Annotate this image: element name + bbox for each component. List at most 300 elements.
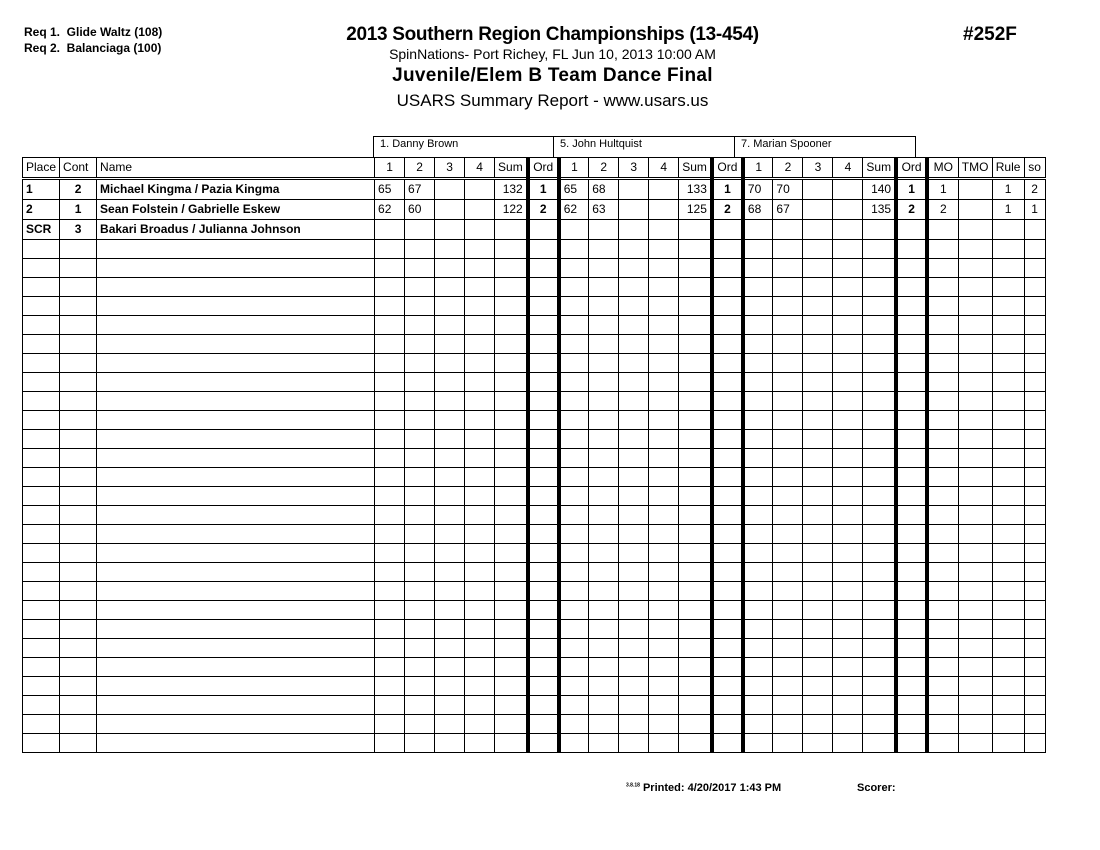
judge2-3-cell [619,525,649,544]
judge1-ord-cell [528,620,559,639]
tmo-cell [958,179,992,200]
judge1-sum-cell [495,220,528,240]
judge1-2-cell [405,430,435,449]
judge2-ord-cell [712,297,743,316]
tmo-cell [958,639,992,658]
col-j1-2: 2 [405,158,435,179]
judge3-2-cell [773,525,803,544]
judge1-4-cell [465,220,495,240]
so-cell [1024,544,1045,563]
judge2-ord-cell [712,601,743,620]
empty-table-row [23,468,1046,487]
judge3-sum-cell [863,430,896,449]
judge2-sum-cell [679,582,712,601]
judge3-3-cell [803,240,833,259]
judge3-4-cell [833,430,863,449]
name-cell [97,639,375,658]
tmo-cell [958,468,992,487]
judge1-sum-cell [495,297,528,316]
judge2-sum-cell [679,525,712,544]
judge1-4-cell [465,179,495,200]
judge2-2-cell [589,563,619,582]
judge1-ord-cell [528,677,559,696]
judge3-3-cell [803,715,833,734]
judge2-3-cell [619,392,649,411]
judge2-4-cell [649,544,679,563]
rule-cell [992,373,1024,392]
so-cell [1024,677,1045,696]
judge1-2-cell [405,259,435,278]
judge2-1-cell: 62 [559,200,589,220]
judge3-2-cell [773,601,803,620]
cont-cell: 2 [60,179,97,200]
empty-table-row [23,278,1046,297]
judge1-2-cell [405,297,435,316]
judge1-4-cell [465,200,495,220]
col-j1-sum: Sum [495,158,528,179]
name-cell [97,715,375,734]
judge3-sum-cell [863,373,896,392]
cont-cell [60,278,97,297]
name-cell [97,734,375,753]
judge2-sum-cell [679,468,712,487]
judge2-2-cell [589,620,619,639]
judge1-1-cell [375,449,405,468]
judge1-4-cell [465,563,495,582]
judge3-4-cell [833,468,863,487]
cont-cell [60,696,97,715]
judge1-2-cell [405,734,435,753]
place-cell [23,715,60,734]
judge3-1-cell [743,316,773,335]
rule-cell [992,430,1024,449]
competition-title: 2013 Southern Region Championships (13-454) [346,24,759,45]
judge1-1-cell [375,278,405,297]
judge3-2-cell [773,582,803,601]
empty-table-row [23,449,1046,468]
col-j1-ord: Ord [528,158,559,179]
judge3-ord-cell: 2 [896,200,927,220]
judge1-1-cell [375,430,405,449]
tmo-cell [958,259,992,278]
cont-cell [60,487,97,506]
judge3-ord-cell [896,620,927,639]
col-j1-4: 4 [465,158,495,179]
place-cell [23,696,60,715]
judge2-4-cell [649,601,679,620]
place-cell [23,373,60,392]
judge2-sum-cell [679,411,712,430]
judge1-ord-cell [528,734,559,753]
tmo-cell [958,544,992,563]
mo-cell [927,259,958,278]
judge3-2-cell [773,563,803,582]
judge3-3-cell [803,430,833,449]
judge2-4-cell [649,639,679,658]
so-cell: 1 [1024,200,1045,220]
judge3-ord-cell [896,259,927,278]
judge1-sum-cell [495,278,528,297]
judge2-sum-cell [679,639,712,658]
judge2-1-cell [559,582,589,601]
judge2-1-cell [559,544,589,563]
judge2-ord-cell [712,220,743,240]
judge2-ord-cell [712,335,743,354]
judge3-4-cell [833,335,863,354]
col-j2-sum: Sum [679,158,712,179]
judge2-4-cell [649,582,679,601]
judge1-ord-cell: 2 [528,200,559,220]
required-dance-1: Req 1. Glide Waltz (108) [24,25,163,39]
judge1-ord-cell [528,240,559,259]
place-cell [23,411,60,430]
place-cell [23,639,60,658]
judge2-1-cell [559,373,589,392]
judge3-3-cell [803,601,833,620]
judge3-4-cell [833,563,863,582]
judge3-ord-cell [896,601,927,620]
judge2-3-cell [619,658,649,677]
judge2-1-cell [559,601,589,620]
judge2-3-cell [619,563,649,582]
col-j2-2: 2 [589,158,619,179]
judge1-4-cell [465,639,495,658]
printed-timestamp [626,782,781,794]
judge3-ord-cell [896,240,927,259]
judge3-ord-cell [896,563,927,582]
so-cell [1024,449,1045,468]
judge3-2-cell [773,658,803,677]
tmo-cell [958,240,992,259]
tmo-cell [958,658,992,677]
judge3-ord-cell [896,430,927,449]
tmo-cell [958,563,992,582]
name-cell [97,658,375,677]
judge2-4-cell [649,373,679,392]
judge3-sum-cell [863,468,896,487]
judge2-4-cell [649,297,679,316]
judge3-sum-cell: 140 [863,179,896,200]
judge3-4-cell [833,200,863,220]
mo-cell: 2 [927,200,958,220]
judge3-1-cell [743,278,773,297]
judge2-sum-cell [679,220,712,240]
place-cell [23,449,60,468]
judge2-3-cell [619,373,649,392]
judge1-3-cell [435,179,465,200]
col-rule: Rule [992,158,1024,179]
judge2-4-cell [649,278,679,297]
rule-cell [992,487,1024,506]
place-cell [23,430,60,449]
judge3-1-cell [743,525,773,544]
judge1-sum-cell [495,487,528,506]
judge2-1-cell [559,278,589,297]
judge1-3-cell [435,715,465,734]
judge1-1-cell [375,734,405,753]
judge1-sum-cell [495,373,528,392]
judge1-3-cell [435,734,465,753]
judge1-2-cell [405,449,435,468]
judge2-sum-cell [679,392,712,411]
rule-cell: 1 [992,179,1024,200]
so-cell [1024,430,1045,449]
judge1-2-cell [405,544,435,563]
empty-table-row [23,316,1046,335]
judge1-sum-cell [495,392,528,411]
col-j3-3: 3 [803,158,833,179]
place-cell [23,297,60,316]
so-cell [1024,563,1045,582]
judge2-sum-cell [679,696,712,715]
judge3-3-cell [803,468,833,487]
judge2-ord-cell [712,734,743,753]
judge1-sum-cell [495,335,528,354]
cont-cell [60,468,97,487]
judge3-ord-cell [896,582,927,601]
judge1-4-cell [465,601,495,620]
judge3-4-cell [833,696,863,715]
judge1-4-cell [465,259,495,278]
judge2-2-cell [589,278,619,297]
so-cell [1024,468,1045,487]
judge1-4-cell [465,715,495,734]
mo-cell [927,278,958,297]
judge2-2-cell [589,544,619,563]
judge1-1-cell [375,658,405,677]
cont-cell [60,658,97,677]
judge3-2-cell [773,316,803,335]
judge1-sum-cell: 132 [495,179,528,200]
judge2-2-cell [589,240,619,259]
col-j3-1: 1 [743,158,773,179]
cont-cell [60,392,97,411]
place-cell [23,677,60,696]
judge1-ord-cell [528,259,559,278]
cont-cell [60,677,97,696]
judge2-ord-cell [712,468,743,487]
judge2-sum-cell [679,430,712,449]
judge3-2-cell [773,240,803,259]
empty-table-row [23,354,1046,373]
judge2-1-cell [559,297,589,316]
judge2-1-cell [559,620,589,639]
judge1-sum-cell: 122 [495,200,528,220]
required-dance-2: Req 2. Balanciaga (100) [24,41,162,55]
judge1-4-cell [465,658,495,677]
judge1-1-cell [375,677,405,696]
judge3-3-cell [803,316,833,335]
name-cell [97,354,375,373]
judge1-3-cell [435,639,465,658]
judge1-4-cell [465,582,495,601]
mo-cell [927,544,958,563]
judge1-ord-cell [528,544,559,563]
judge3-4-cell [833,639,863,658]
judge3-sum-cell [863,639,896,658]
judge2-3-cell [619,449,649,468]
judge2-3-cell [619,468,649,487]
tmo-cell [958,601,992,620]
judge3-1-cell [743,582,773,601]
judge2-3-cell [619,179,649,200]
event-number: #252F [963,24,1017,45]
judge3-ord-cell [896,297,927,316]
so-cell [1024,278,1045,297]
tmo-cell [958,297,992,316]
judge3-3-cell [803,639,833,658]
judge1-2-cell: 67 [405,179,435,200]
judge3-4-cell [833,449,863,468]
rule-cell [992,639,1024,658]
rule-cell [992,392,1024,411]
judge2-3-cell [619,544,649,563]
name-cell [97,240,375,259]
judge2-ord-cell [712,278,743,297]
judge3-sum-cell: 135 [863,200,896,220]
judge1-3-cell [435,220,465,240]
rule-cell [992,582,1024,601]
judge2-ord-cell [712,658,743,677]
judge3-sum-cell [863,449,896,468]
tmo-cell [958,278,992,297]
judge1-3-cell [435,430,465,449]
judge3-3-cell [803,449,833,468]
judge1-1-cell [375,506,405,525]
judge1-ord-cell: 1 [528,179,559,200]
judge2-4-cell [649,259,679,278]
name-cell [97,506,375,525]
place-cell: 1 [23,179,60,200]
rule-cell [992,544,1024,563]
judge3-sum-cell [863,734,896,753]
rule-cell [992,563,1024,582]
judge1-sum-cell [495,620,528,639]
cont-cell [60,297,97,316]
rule-cell [992,449,1024,468]
col-place: Place [23,158,60,179]
judge1-3-cell [435,620,465,639]
place-cell [23,658,60,677]
name-cell [97,696,375,715]
so-cell [1024,582,1045,601]
judge2-1-cell [559,354,589,373]
judge1-1-cell [375,259,405,278]
judge1-sum-cell [495,411,528,430]
judge3-2-cell [773,715,803,734]
place-cell [23,468,60,487]
judge3-4-cell [833,354,863,373]
tmo-cell [958,335,992,354]
judge3-ord-cell [896,316,927,335]
judge2-1-cell [559,430,589,449]
judge1-sum-cell [495,259,528,278]
judge2-1-cell [559,411,589,430]
judge1-sum-cell [495,468,528,487]
judge1-1-cell [375,563,405,582]
place-cell: 2 [23,200,60,220]
judge2-4-cell [649,677,679,696]
judge1-ord-cell [528,525,559,544]
cont-cell [60,373,97,392]
judge1-2-cell [405,487,435,506]
cont-cell: 1 [60,200,97,220]
judge3-3-cell [803,658,833,677]
judge2-ord-cell [712,639,743,658]
judge1-2-cell [405,506,435,525]
tmo-cell [958,200,992,220]
judge3-4-cell [833,297,863,316]
judge1-4-cell [465,392,495,411]
empty-table-row [23,430,1046,449]
empty-table-row [23,734,1046,753]
judge2-3-cell [619,582,649,601]
judge2-1-cell [559,563,589,582]
judge3-ord-cell [896,677,927,696]
judge3-4-cell [833,392,863,411]
judge3-2-cell [773,373,803,392]
tmo-cell [958,734,992,753]
so-cell [1024,259,1045,278]
judge3-sum-cell [863,240,896,259]
judge3-ord-cell [896,525,927,544]
judge1-3-cell [435,696,465,715]
judge1-3-cell [435,563,465,582]
so-cell [1024,316,1045,335]
name-cell [97,430,375,449]
judge3-3-cell [803,563,833,582]
empty-table-row [23,639,1046,658]
judge1-ord-cell [528,601,559,620]
judge3-sum-cell [863,677,896,696]
so-cell [1024,392,1045,411]
judge3-2-cell [773,468,803,487]
judge1-1-cell [375,487,405,506]
judge3-4-cell [833,316,863,335]
judge3-2-cell [773,392,803,411]
rule-cell [992,354,1024,373]
judge1-3-cell [435,677,465,696]
judge3-ord-cell [896,506,927,525]
judge3-3-cell [803,696,833,715]
judge1-1-cell [375,582,405,601]
judge2-sum-cell: 133 [679,179,712,200]
judge2-2-cell [589,582,619,601]
name-cell [97,677,375,696]
judge1-3-cell [435,278,465,297]
judge2-2-cell [589,259,619,278]
place-cell [23,240,60,259]
judge3-1-cell [743,373,773,392]
judge2-3-cell [619,200,649,220]
judge2-4-cell [649,179,679,200]
judge2-4-cell [649,240,679,259]
rule-cell [992,278,1024,297]
judge3-ord-cell [896,639,927,658]
judge1-3-cell [435,316,465,335]
judge-header-2: 5. John Hultquist [553,136,735,157]
so-cell [1024,620,1045,639]
empty-table-row [23,240,1046,259]
so-cell [1024,639,1045,658]
cont-cell [60,734,97,753]
judge3-ord-cell [896,411,927,430]
so-cell [1024,696,1045,715]
judge2-1-cell [559,468,589,487]
judge2-3-cell [619,354,649,373]
tmo-cell [958,487,992,506]
judge2-3-cell [619,297,649,316]
